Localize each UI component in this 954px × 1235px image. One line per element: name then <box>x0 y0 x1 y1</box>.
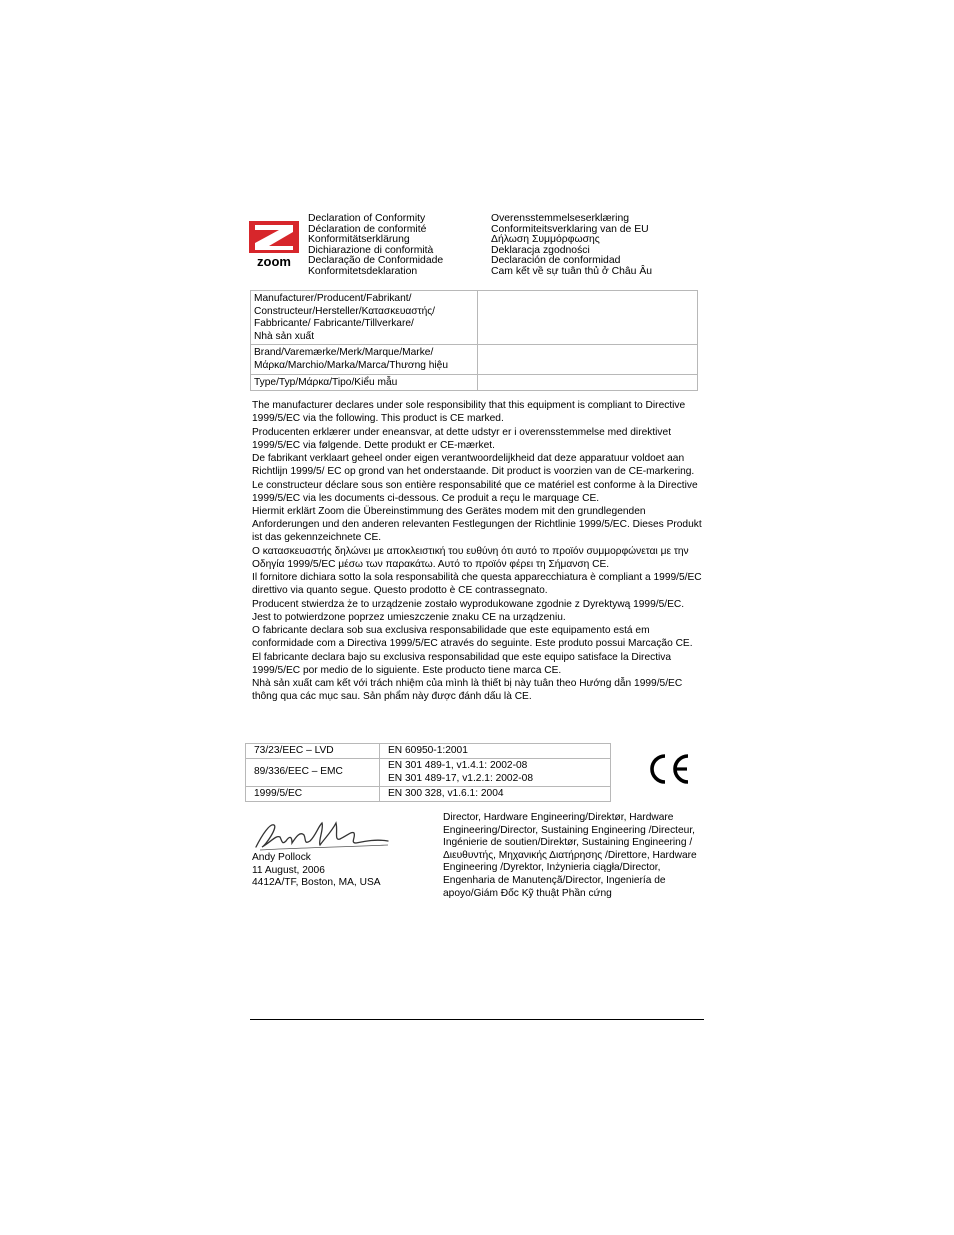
directive-standards <box>380 786 611 801</box>
zoom-logo <box>249 221 299 269</box>
standard-line: EN 301 489-17, v1.2.1: 2002-08 <box>388 772 533 784</box>
directive-standards <box>380 759 611 787</box>
label-line: Brand/Varemærke/Merk/Marque/Marke/ <box>254 347 434 359</box>
directive-name: 73/23/EEC – LVD <box>246 744 380 759</box>
table-row <box>246 759 611 787</box>
title-list-right <box>491 214 652 278</box>
label-line: Constructeur/Hersteller/Κατασκευαστής/ <box>254 305 436 317</box>
title-line: Declaração de Conformidade <box>308 255 444 267</box>
title-line: Déclaration de conformité <box>308 223 427 235</box>
signature <box>252 817 392 855</box>
declaration-it: Il fornitore dichiara sotto la sola responsabilità che questa apparecchiatura è compliant a 1999/5/EC direttivo via quanto segue. Questo prodotto è CE contrassegnato. <box>252 572 702 596</box>
declaration-vi: Nhà sản xuất cam kết với trách nhiệm của mình là thiết bị này tuân theo Hướng dẫn 1999/5/EC thông qua các mục sau. Sản phẩm này được đánh dấu là CE. <box>252 678 683 702</box>
manufacturer-label <box>251 291 478 345</box>
type-value <box>478 374 698 391</box>
directives-table <box>245 743 611 802</box>
title-line: Cam kết về sự tuân thủ ở Châu Âu <box>491 265 653 277</box>
standard-line: EN 300 328, v1.6.1: 2004 <box>388 787 504 799</box>
directive-name: 1999/5/EC <box>246 786 380 801</box>
declaration-es: El fabricante declara bajo su exclusiva responsabilidad que este equipo satisface la Directiva 1999/5/EC por medio de lo siguiente. Este producto tiene marca CE. <box>252 651 672 676</box>
signer-name: Andy Pollock <box>252 852 311 863</box>
logo-wordmark: zoom <box>257 254 291 269</box>
title-list-left <box>308 214 443 278</box>
title-line: Dichiarazione di conformità <box>308 244 434 256</box>
label-line: Manufacturer/Producent/Fabrikant/ <box>254 293 412 304</box>
table-row <box>246 744 611 759</box>
declaration-fr: Le constructeur déclare sous son entière responsabilité que ce matériel est conforme à la Directive 1999/5/EC via les documents ci-dessous. Ce produit a reçu le marquage CE. <box>252 479 698 504</box>
standard-line: EN 60950-1:2001 <box>388 745 468 756</box>
label-line: Μάρκα/Marchio/Marka/Marca/Thương hiệu <box>254 359 449 371</box>
manufacturer-table <box>250 290 698 391</box>
brand-label <box>251 345 478 374</box>
table-row <box>251 291 698 345</box>
brand-value <box>478 345 698 374</box>
title-line: Conformiteitsverklaring van de EU <box>491 223 649 235</box>
title-line: Declaración de conformidad <box>491 255 621 267</box>
signer-date: 11 August, 2006 <box>252 864 325 876</box>
label-line: Fabbricante/ Fabricante/Tillverkare/ <box>254 318 414 330</box>
title-line: Declaration of Conformity <box>308 213 426 224</box>
declaration-el: Ο κατασκευαστής δηλώνει με αποκλειστική του ευθύνη ότι αυτό το προϊόν συμμορφώνεται με την Οδηγία 1999/5/EC μέσω των παρακάτω. Αυτό το προϊόν φέρει τη Σήμανση CE. <box>252 545 689 570</box>
table-row <box>251 374 698 391</box>
declaration-en: The manufacturer declares under sole responsibility that this equipment is compliant to Directive 1999/5/EC via the following. This product is CE marked. <box>252 400 686 424</box>
declaration-nl: De fabrikant verklaart geheel onder eigen verantwoordelijkheid dat deze apparatuur voldoet aan Richtlijn 1999/5/ EC op grond van het onderstaande. Dit product is voorzien van de CE-markering. <box>252 453 695 477</box>
manufacturer-value <box>478 291 698 345</box>
directive-name: 89/336/EEC – EMC <box>246 759 380 787</box>
signer-title: Director, Hardware Engineering/Direktør, Hardware Engineering/Director, Sustaining Engineering /Directeur, Ingénierie de soutien/Direktør, Sustaining Engineering /Διευθυντής, Μηχανικής Διατήρησης /Direttore, Hardware Engineering /Dyrektor, Inżynieria ciągła/Director, Engenharia de Manutençã/Director, Ingeniería de apoyo/Giám Đốc Kỹ thuật Phần cứng <box>443 812 697 899</box>
bottom-divider <box>250 1019 704 1020</box>
title-line: Konformitätserklärung <box>308 234 410 246</box>
declarations <box>252 399 704 704</box>
title-line: Deklaracja zgodności <box>491 244 590 256</box>
title-line: Δήλωση Συμμόρφωσης <box>491 234 600 246</box>
declaration-pt: O fabricante declara sob sua exclusiva responsabilidade que este equipamento está em conformidade com a Directiva 1999/5/EC através do seguinte. Este produto possui Marcação CE. <box>252 625 693 649</box>
table-row <box>246 786 611 801</box>
declaration-de: Hiermit erklärt Zoom die Übereinstimmung des Gerätes modem mit den grundlegenden Anforderungen und den anderen relevanten Festlegungen der Richtlinie 1999/5/EC. Dieses Produkt ist das gekennzeichnete CE. <box>252 506 702 543</box>
declaration-da: Producenten erklærer under eneansvar, at dette udstyr er i overensstemmelse med direktivet 1999/5/EC via følgende. Dette produkt er CE-mærket. <box>252 426 672 451</box>
signer-address: 4412A/TF, Boston, MA, USA <box>252 877 381 889</box>
table-row <box>251 345 698 374</box>
label-line: Type/Typ/Μάρκα/Tipo/Kiểu mẫu <box>254 376 398 388</box>
title-line: Konformitetsdeklaration <box>308 265 418 277</box>
type-label <box>251 374 478 391</box>
directive-standards <box>380 744 611 759</box>
declaration-pl: Producent stwierdza że to urządzenie zostało wyprodukowane zgodnie z Dyrektywą 1999/5/EC. Jest to potwierdzone poprzez umieszczenie znaku CE na urządzeniu. <box>252 598 685 623</box>
title-line: Overensstemmelseserklæring <box>491 213 630 224</box>
signer-info <box>252 852 381 890</box>
ce-mark-icon <box>645 751 691 787</box>
standard-line: EN 301 489-1, v1.4.1: 2002-08 <box>388 760 528 772</box>
label-line: Nhà sản xuất <box>254 330 315 342</box>
